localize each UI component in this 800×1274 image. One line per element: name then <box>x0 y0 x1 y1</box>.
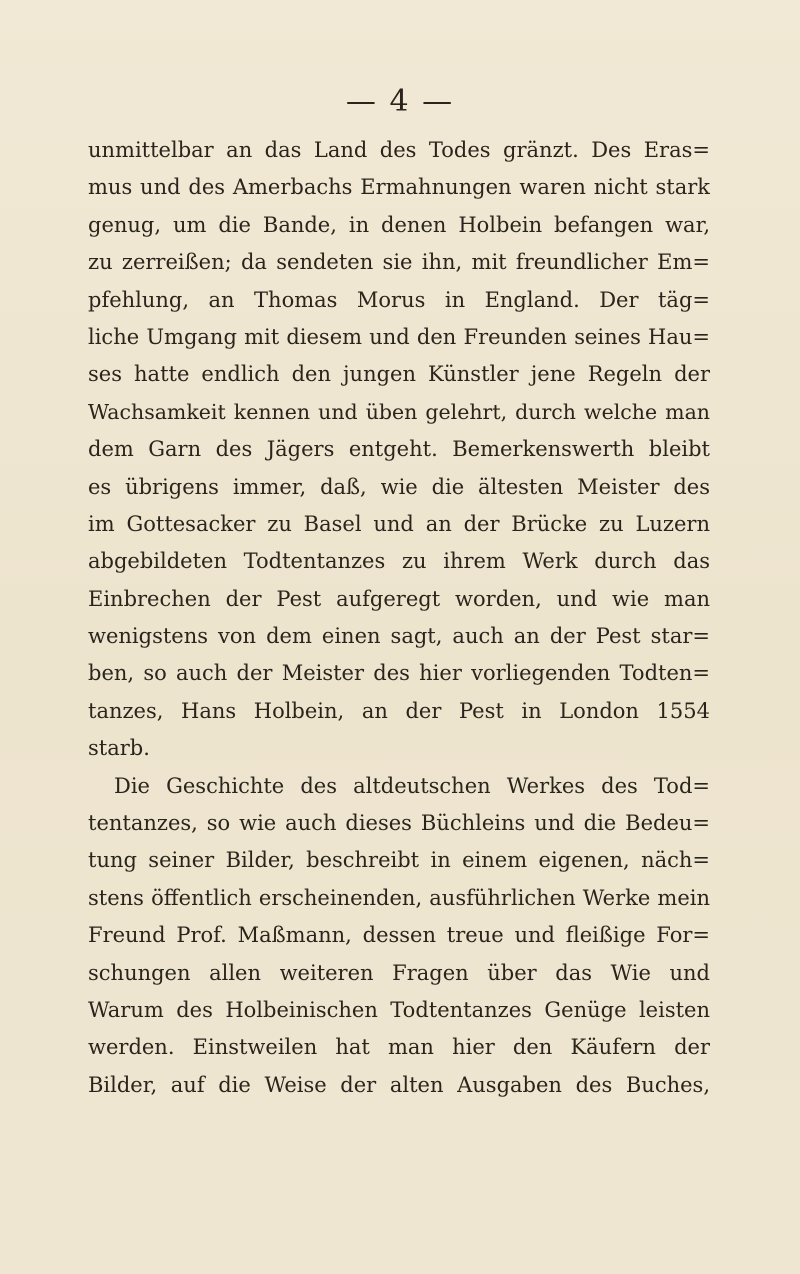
text-line: werden. Einstweilen hat man hier den Käufern der <box>88 1035 710 1060</box>
text-line: tanzes, Hans Holbein, an der Pest in London 1554 <box>88 698 710 723</box>
text-line: Warum des Holbeinischen Todtentanzes Genüge leisten <box>88 997 710 1022</box>
text-line: tentanzes, so wie auch dieses Büchleins und die Bedeu= <box>88 811 710 836</box>
text-line: dem Garn des Jägers entgeht. Bemerkenswerth bleibt <box>88 437 710 462</box>
text-line: genug, um die Bande, in denen Holbein befangen war, <box>88 212 710 237</box>
text-line: es übrigens immer, daß, wie die ältesten Meister des <box>88 474 710 499</box>
text-line: schungen allen weiteren Fragen über das Wie und <box>88 960 710 985</box>
text-line: abgebildeten Todtentanzes zu ihrem Werk durch das <box>88 549 710 574</box>
text-line: mus und des Amerbachs Ermahnungen waren nicht stark <box>88 175 710 200</box>
text-line: starb. <box>88 736 150 761</box>
text-line: Wachsamkeit kennen und üben gelehrt, durch welche man <box>88 399 710 424</box>
page-number: — 4 — <box>345 84 455 119</box>
text-line: Die Geschichte des altdeutschen Werkes des Tod= <box>114 773 710 798</box>
text-line: Freund Prof. Maßmann, dessen treue und fleißige For= <box>88 923 710 948</box>
text-line: Einbrechen der Pest aufgeregt worden, und wie man <box>88 586 710 611</box>
body-text <box>88 132 710 1104</box>
text-line: pfehlung, an Thomas Morus in England. Der täg= <box>88 287 710 312</box>
text-line: Bilder, auf die Weise der alten Ausgaben des Buches, <box>88 1072 710 1097</box>
text-line: zu zerreißen; da sendeten sie ihn, mit freundlicher Em= <box>88 250 710 275</box>
text-line: liche Umgang mit diesem und den Freunden seines Hau= <box>88 324 710 349</box>
text-line: wenigstens von dem einen sagt, auch an der Pest star= <box>88 624 710 649</box>
text-line: ses hatte endlich den jungen Künstler jene Regeln der <box>88 362 710 387</box>
text-line: unmittelbar an das Land des Todes gränzt. Des Eras= <box>88 138 710 162</box>
text-line: stens öffentlich erscheinenden, ausführlichen Werke mein <box>88 885 710 910</box>
text-line: tung seiner Bilder, beschreibt in einem eigenen, näch= <box>88 848 710 873</box>
text-line: im Gottesacker zu Basel und an der Brücke zu Luzern <box>88 511 710 536</box>
text-line: ben, so auch der Meister des hier vorliegenden Todten= <box>88 661 710 686</box>
